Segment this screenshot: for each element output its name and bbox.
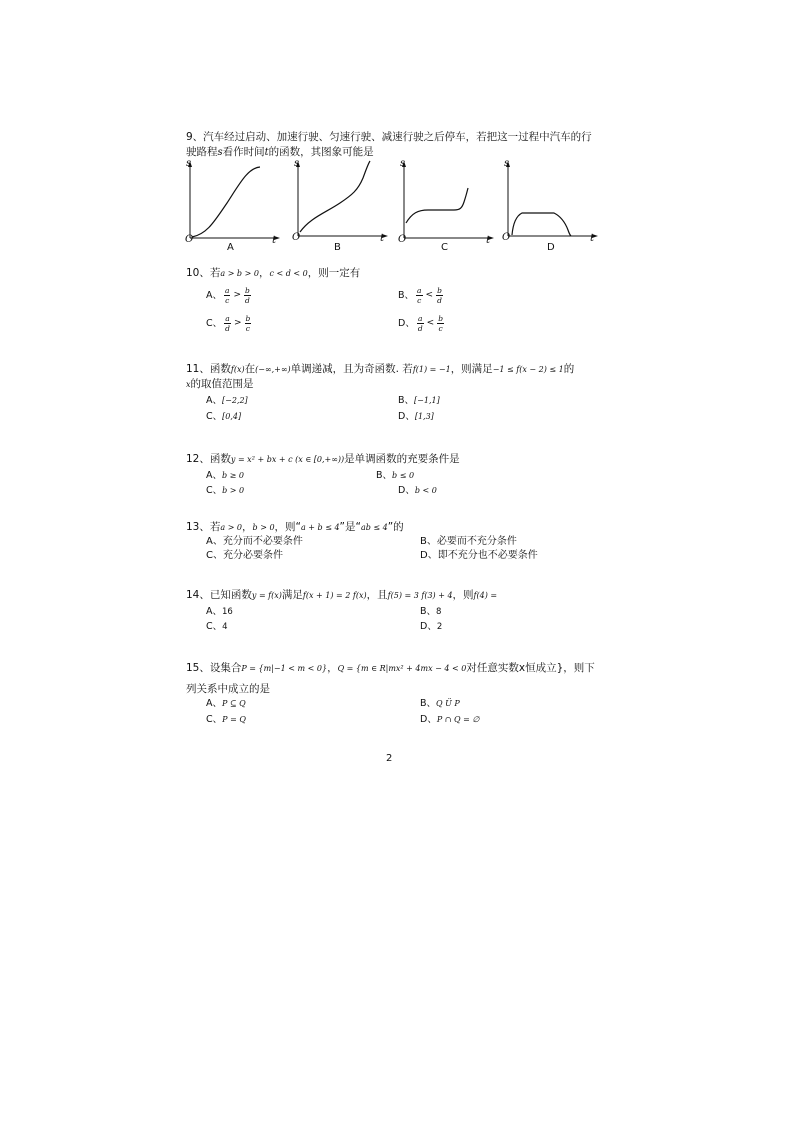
q15-stem-line2: 列关系中成立的是 — [186, 683, 270, 695]
q11-option-c-label: C、 — [206, 411, 223, 422]
q14-option-a-value: 16 — [222, 607, 233, 617]
q14-option-d-value: 2 — [436, 622, 443, 632]
q9-stem-line1 — [186, 130, 592, 144]
q14-stem-c: ，且 — [366, 589, 388, 601]
q10-option-b-label: B、 — [398, 290, 415, 301]
q9-graph-d — [500, 158, 600, 248]
q12-stem-a: 12、函数 — [186, 453, 231, 465]
q15-option-d-label: D、 — [420, 714, 437, 725]
q12-option-d[interactable] — [398, 484, 437, 497]
q10-a-frac1: $\frac{a}{c}$ — [225, 286, 230, 305]
q11-domain: (−∞,+∞) — [255, 365, 291, 374]
q9-graph-a — [182, 158, 282, 248]
q11-stem-a: 11、函数 — [186, 363, 231, 375]
q14-option-a-label: A、 — [206, 606, 222, 617]
q11-stem-c: 单调递减，且为奇函数. 若 — [290, 363, 413, 375]
q11-option-d-value: [1,3] — [414, 412, 434, 421]
q10-option-a-label: A、 — [206, 290, 222, 301]
q11-option-a[interactable] — [206, 394, 248, 407]
q12-option-a-label: A、 — [206, 470, 222, 481]
q12-option-a-value: b ≥ 0 — [222, 471, 244, 480]
q9-graph-c-s-label: s — [400, 158, 406, 169]
q14-rel: f(x + 1) = 2 f(x) — [302, 591, 367, 600]
q12-option-b-value: b ≤ 0 — [392, 471, 415, 480]
q10-b-frac1: $\frac{a}{c}$ — [417, 286, 422, 305]
q14-rel2: f(5) = 3 f(3) + 4 — [387, 591, 453, 600]
q11-stem-e: 的 — [563, 363, 575, 375]
q9-graph-a-curve — [192, 167, 260, 237]
q13-sep: ， — [242, 521, 253, 533]
q14-option-b-value: 8 — [436, 607, 442, 617]
q13-option-a[interactable]: A、充分而不必要条件 — [206, 536, 303, 547]
q9-stem2c: 的函数，其图象可能是 — [268, 146, 374, 158]
q13-option-c[interactable]: C、充分必要条件 — [206, 550, 283, 561]
q15-option-c-value: P = Q — [222, 715, 246, 724]
q15-stem-b: 对任意实数x恒成立}，则下 — [466, 662, 595, 674]
q9-stem1: 9、汽车经过启动、加速行驶、匀速行驶、减速行驶之后停车，若把这一过程中汽车的行 — [186, 131, 592, 143]
q10-option-c-label: C、 — [206, 318, 223, 329]
q12-func: y = x² + bx + c (x ∈ [0,+∞)) — [230, 455, 345, 464]
q9-stem2a: 驶路程 — [186, 146, 218, 158]
q10-a-frac2: $\frac{b}{d}$ — [245, 286, 250, 305]
q9-graph-d-origin: O — [502, 232, 511, 243]
q14-ask: f(4) = — [473, 591, 498, 600]
q12-option-c-label: C、 — [206, 485, 223, 496]
q15-option-b-label: B、 — [420, 698, 437, 709]
q10-option-d[interactable] — [398, 314, 446, 333]
q14-option-b[interactable] — [420, 605, 441, 619]
q9-graph-c-curve — [406, 188, 468, 223]
q15-option-a-label: A、 — [206, 698, 222, 709]
q11-stem-line2 — [186, 377, 254, 392]
q10-a-rel: > — [233, 290, 242, 300]
q14-stem-b: 满足 — [281, 589, 303, 601]
q11-ineq: −1 ≤ f(x − 2) ≤ 1 — [492, 365, 564, 374]
q14-option-c[interactable] — [206, 620, 228, 634]
q12-option-b[interactable] — [376, 469, 414, 482]
q11-stem-d: ，则满足 — [450, 363, 493, 375]
q10-b-rel: < — [425, 290, 434, 300]
q9-graph-b-curve — [300, 161, 370, 232]
q9-graph-c-origin: O — [398, 234, 407, 245]
q10-option-b[interactable] — [398, 286, 445, 305]
q13-stem-c: ”是“ — [339, 521, 361, 533]
q10-stem-b: ，则一定有 — [307, 267, 361, 279]
q9-graph-a-s-label: s — [186, 158, 192, 169]
q11-option-c-value: [0,4] — [222, 412, 242, 421]
q11-option-a-label: A、 — [206, 395, 222, 406]
q11-option-b[interactable] — [398, 394, 440, 407]
q14-option-d-label: D、 — [420, 621, 437, 632]
q15-option-c-label: C、 — [206, 714, 223, 725]
q9-graph-c — [396, 158, 496, 248]
q9-stem2b: 看作时间 — [222, 146, 265, 158]
q9-label-a: A — [227, 242, 234, 253]
q11-fx: f(x) — [230, 365, 245, 374]
q13-stem-d: ”的 — [387, 521, 404, 533]
q11-option-d[interactable] — [398, 410, 434, 423]
q9-label-d: D — [547, 242, 555, 253]
q15-option-c[interactable] — [206, 713, 246, 726]
q10-d-frac1: $\frac{a}{d}$ — [417, 314, 423, 333]
q10-c-rel: > — [233, 318, 242, 328]
q12-stem-b: 是单调函数的充要条件是 — [344, 453, 460, 465]
q9-var-s: s — [217, 147, 223, 158]
q12-option-a[interactable] — [206, 469, 244, 482]
q14-stem-d: ，则 — [452, 589, 474, 601]
q14-option-c-value: 4 — [222, 622, 228, 632]
q9-graph-c-t-label: t — [486, 235, 491, 246]
q15-stem-a: 15、设集合 — [186, 662, 242, 674]
q12-option-d-label: D、 — [398, 485, 415, 496]
q15-option-d[interactable] — [420, 713, 479, 726]
q9-var-t: t — [264, 147, 269, 158]
q10-d-rel: < — [426, 318, 435, 328]
q12-option-c[interactable] — [206, 484, 244, 497]
q10-option-c[interactable] — [206, 314, 253, 333]
q10-d-frac2: $\frac{b}{c}$ — [438, 314, 443, 333]
q12-option-c-value: b > 0 — [222, 486, 245, 495]
q10-cond1: a > b > 0 — [220, 269, 259, 278]
q14-option-a[interactable] — [206, 605, 233, 619]
q9-graph-b — [290, 158, 390, 248]
q15-stem-line1 — [186, 661, 595, 676]
q9-graph-d-s-label: s — [504, 158, 510, 169]
q11-option-b-label: B、 — [398, 395, 415, 406]
q15-sep: ， — [327, 662, 338, 674]
q11-stem-b: 在 — [244, 363, 256, 375]
q15-set-q: Q = {m ∈ R|mx² + 4mx − 4 < 0 — [337, 664, 467, 673]
q13-stem-a: 13、若 — [186, 521, 221, 533]
q14-option-b-label: B、 — [420, 606, 437, 617]
q10-c-frac1: $\frac{a}{d}$ — [225, 314, 230, 333]
q14-stem — [186, 588, 497, 603]
q9-graph-b-t-label: t — [380, 233, 385, 244]
q15-option-a[interactable] — [206, 697, 246, 710]
q10-sep: ， — [258, 267, 270, 279]
q13-option-b[interactable]: B、必要而不充分条件 — [420, 536, 517, 547]
q11-option-a-value: [−2,2] — [222, 396, 248, 405]
q11-option-d-label: D、 — [398, 411, 415, 422]
q13-option-d[interactable]: D、即不充分也不必要条件 — [420, 550, 538, 561]
q14-stem-a: 14、已知函数 — [186, 589, 252, 601]
q13-p: a + b ≤ 4 — [300, 523, 340, 532]
q9-graph-d-t-label: t — [590, 233, 595, 244]
q9-graph-a-t-label: t — [272, 235, 277, 246]
q11-option-b-value: [−1,1] — [414, 396, 440, 405]
q11-option-c[interactable] — [206, 410, 241, 423]
q13-c1: a > 0 — [220, 523, 243, 532]
q10-stem — [186, 266, 360, 281]
q12-option-b-label: B、 — [376, 470, 393, 481]
q11-stem-line1 — [186, 362, 574, 377]
q9-graph-b-s-label: s — [294, 158, 300, 169]
q14-option-d[interactable] — [420, 620, 442, 634]
q13-c2: b > 0 — [252, 523, 275, 532]
q10-stem-a: 10、若 — [186, 267, 221, 279]
q15-option-a-value: P ⊆ Q — [222, 699, 246, 708]
q9-label-b: B — [334, 242, 341, 253]
q14-func: y = f(x) — [251, 591, 282, 600]
q11-stem2: 的取值范围是 — [190, 378, 254, 390]
q11-var-x: x — [186, 380, 191, 389]
q12-stem — [186, 452, 460, 467]
q11-cond: f(1) = −1 — [412, 365, 451, 374]
q9-graph-a-origin: O — [185, 234, 194, 245]
q9-graph-b-origin: O — [292, 232, 301, 243]
page-number: 2 — [386, 753, 393, 764]
q14-option-c-label: C、 — [206, 621, 223, 632]
q10-option-a[interactable] — [206, 286, 253, 305]
q13-stem — [186, 520, 404, 535]
q10-c-frac2: $\frac{b}{c}$ — [245, 314, 251, 333]
q15-option-d-value: P ∩ Q = ∅ — [436, 715, 480, 724]
q10-b-frac2: $\frac{b}{d}$ — [437, 286, 442, 305]
q13-q: ab ≤ 4 — [360, 523, 388, 532]
q15-set-p: P = {m|−1 < m < 0} — [241, 664, 328, 673]
q15-option-b-value: Q Ü P — [436, 699, 460, 708]
q12-option-d-value: b < 0 — [414, 486, 437, 495]
q10-cond2: c < d < 0 — [269, 269, 308, 278]
q15-option-b[interactable] — [420, 697, 460, 710]
q9-graph-d-curve — [512, 213, 571, 236]
q13-stem-b: ，则“ — [274, 521, 301, 533]
q9-label-c: C — [441, 242, 448, 253]
q10-option-d-label: D、 — [398, 318, 415, 329]
